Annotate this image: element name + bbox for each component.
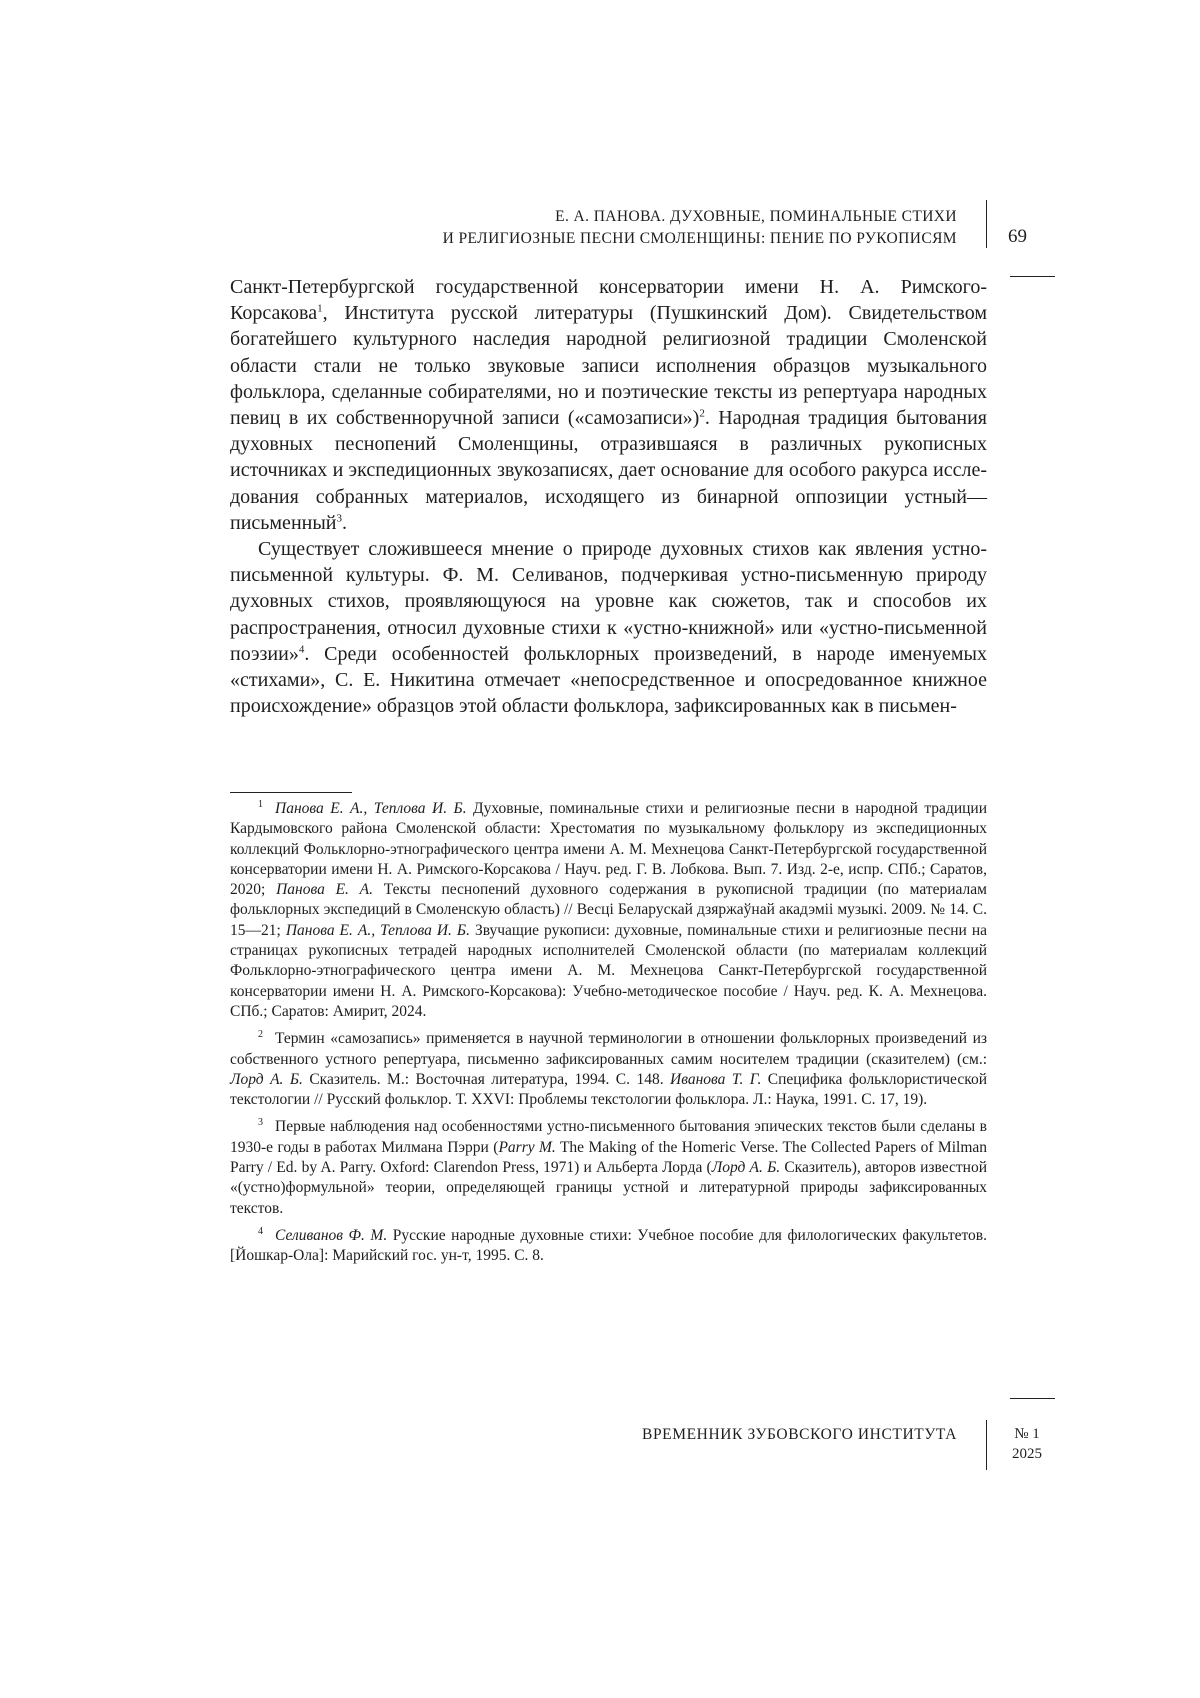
footnote-3-authors-2: Лорд А. Б.: [711, 1159, 781, 1177]
footnote-4-text-1: Русские народные духовные стихи: Учебное пособие для филологических факультетов. [Йошкар-Ола]: Марийский гос. ун-т, 1995. С. 8.: [230, 1226, 987, 1265]
paragraph-2-part-a: Существует сложившееся мнение о природе духовных стихов как явления устно-письменной культуры. Ф. М. Селиванов, подчеркивая устно-письменную природу духовных стихов, проявляющуюся на уровне как сюжетов, так и способов их распространения, относил духовные стихи к «устно-книжной» или «устно-письменной поэзии»: [230, 538, 987, 665]
paragraph-1-part-c: . Народная традиция бытования духовных песнопений Смоленщины, отразившаяся в различных рукописных источниках и экспедиционных звукозаписях, дает основание для особого ракурса исследования собранных материалов, исходящего из бинарной оппозиции устный—письменный: [230, 407, 988, 534]
paragraph-1: [230, 274, 987, 536]
footnote-1-authors-1: Панова Е. А., Теплова И. Б.: [275, 800, 467, 817]
footnote-1-text-2: Тексты песнопений духовного содержания в рукописной традиции (по материалам фольклорных экспедиций в Смоленскую область) // Весці Беларускай дзяржаўнай акадэміі музыкі. 2009. № 14. С. 15—21;: [230, 881, 987, 939]
issue-year: 2025: [1012, 1446, 1042, 1462]
footnote-1: [230, 799, 987, 1022]
footnote-2-authors-1: Лорд А. Б.: [230, 1070, 303, 1088]
main-text: [230, 274, 987, 719]
footnote-separator: [230, 792, 352, 793]
issue-info: [1003, 1424, 1051, 1464]
footnote-1-authors-3: Панова Е. А., Теплова И. Б.: [285, 921, 470, 939]
footnote-4-number: 4: [258, 1225, 263, 1237]
footnote-2-text-3: Специфика фольклористической текстологии // Русский фольклор. Т. XXVI: Проблемы текстологии фольклора. Л.: Наука, 1991. С. 17, 19).: [230, 1070, 987, 1109]
footnote-1-text-3: Звучащие рукописи: духовные, поминальные стихи и религиозные песни на страницах рукописных тетрадей народных исполнителей Смоленской области (по материалам коллекций Фольклорно-этнографического центра имени А. М. Мехнецова Санкт-Петербургской государственной консерватории имени Н. А. Римского-Корсакова): Учебно-методическое пособие / Науч. ред. К. А. Мехнецова. СПб.; Саратов: Амирит, 2024.: [230, 921, 987, 1020]
footnote-4-authors-1: Селиванов Ф. М.: [275, 1226, 388, 1244]
footnote-2-number: 2: [258, 1029, 263, 1041]
page-number: 69: [1008, 226, 1027, 247]
footnote-ref-2[interactable]: 2: [699, 407, 705, 420]
footnote-2-text-1: Термин «самозапись» применяется в научной терминологии в отношении фольклорных произведений из собственного устного репертуара, письменно зафиксированных самим носителем традиции (сказителем) (см.:: [230, 1030, 987, 1068]
running-head: [230, 206, 957, 250]
issue-number: № 1: [1014, 1426, 1040, 1442]
footnote-2: [230, 1029, 987, 1110]
footnote-3-text-1: Первые наблюдения над особенностями устно-письменного бытования эпических текстов были сделаны в 1930-е годы в работах Милмана Пэрри (: [230, 1118, 987, 1156]
footnotes: [230, 799, 987, 1274]
paragraph-2-part-b: . Среди особенностей фольклорных произведений, в народе именуемых «стихами», С. Е. Никитина отмечает «непосредственное и опосредованное книжное происхождение» образцов этой области фольклора, зафиксированных как в письмен-: [230, 642, 987, 718]
running-head-divider: [986, 200, 987, 248]
footnote-2-text-2: Сказитель. М.: Восточная литература, 1994. С. 148.: [302, 1070, 671, 1088]
page-number-rule: [1010, 276, 1055, 277]
paragraph-1-part-a: Санкт-Петербургской государственной консерватории имени Н. А. Римского-Корсакова: [230, 276, 987, 325]
footnote-3-number: 3: [258, 1117, 263, 1129]
footnote-3-text-3: Сказитель), авторов известной «(устно)формульной» теории, определяющей границы устной и литературной природы зафиксированных текстов.: [230, 1159, 988, 1217]
footnote-ref-1[interactable]: 1: [317, 302, 323, 315]
footnote-1-text-1: Духовные, поминальные стихи и религиозные песни в народной традиции Кардымовского района Смоленской области: Хрестоматия по музыкальному фольклору из экспедиционных коллекций Фольклорно-этнографического центра имени А. М. Мехнецова Санкт-Петербургской государственной консерватории имени Н. А. Римского-Корсакова / Науч. ред. Г. В. Лобкова. Вып. 7. Изд. 2-е, испр. СПб.; Саратов, 2020;: [230, 800, 988, 899]
footnote-4: [230, 1226, 987, 1267]
footnote-3: [230, 1117, 987, 1218]
running-head-line-2: И РЕЛИГИОЗНЫЕ ПЕСНИ СМОЛЕНЩИНЫ: ПЕНИЕ ПО РУКОПИСЯМ: [442, 230, 957, 247]
footnote-2-authors-2: Иванова Т. Г.: [670, 1070, 762, 1088]
paragraph-1-part-d: .: [341, 511, 347, 534]
footnote-3-authors-1: Parry M.: [498, 1138, 556, 1156]
footnote-1-authors-2: Панова Е. А.: [276, 881, 373, 899]
footnote-ref-3[interactable]: 3: [336, 512, 342, 525]
footnote-ref-4[interactable]: 4: [298, 643, 305, 656]
journal-title: ВРЕМЕННИК ЗУБОВСКОГО ИНСТИТУТА: [642, 1426, 957, 1443]
footer-issue-rule: [1010, 1398, 1055, 1399]
footer-divider: [986, 1420, 987, 1470]
paragraph-2: [230, 536, 987, 719]
running-head-line-1: Е. А. ПАНОВА. ДУХОВНЫЕ, ПОМИНАЛЬНЫЕ СТИХИ: [555, 208, 957, 225]
paragraph-1-part-b: , Института русской литературы (Пушкинский Дом). Свидетельством богатейшего культурного наследия народной религиозной традиции Смоленской области стали не только звуковые записи исполнения образцов музыкального фольклора, сделанные собирателями, но и поэтические тексты из репертуара народных певиц в их собственноручной записи («самозаписи»): [230, 302, 987, 430]
footnote-3-text-2: The Making of the Homeric Verse. The Collected Papers of Milman Parry / Ed. by A. Parry. Oxford: Clarendon Press, 1971) и Альберта Лорда (: [230, 1138, 988, 1177]
footnote-1-number: 1: [258, 798, 263, 810]
